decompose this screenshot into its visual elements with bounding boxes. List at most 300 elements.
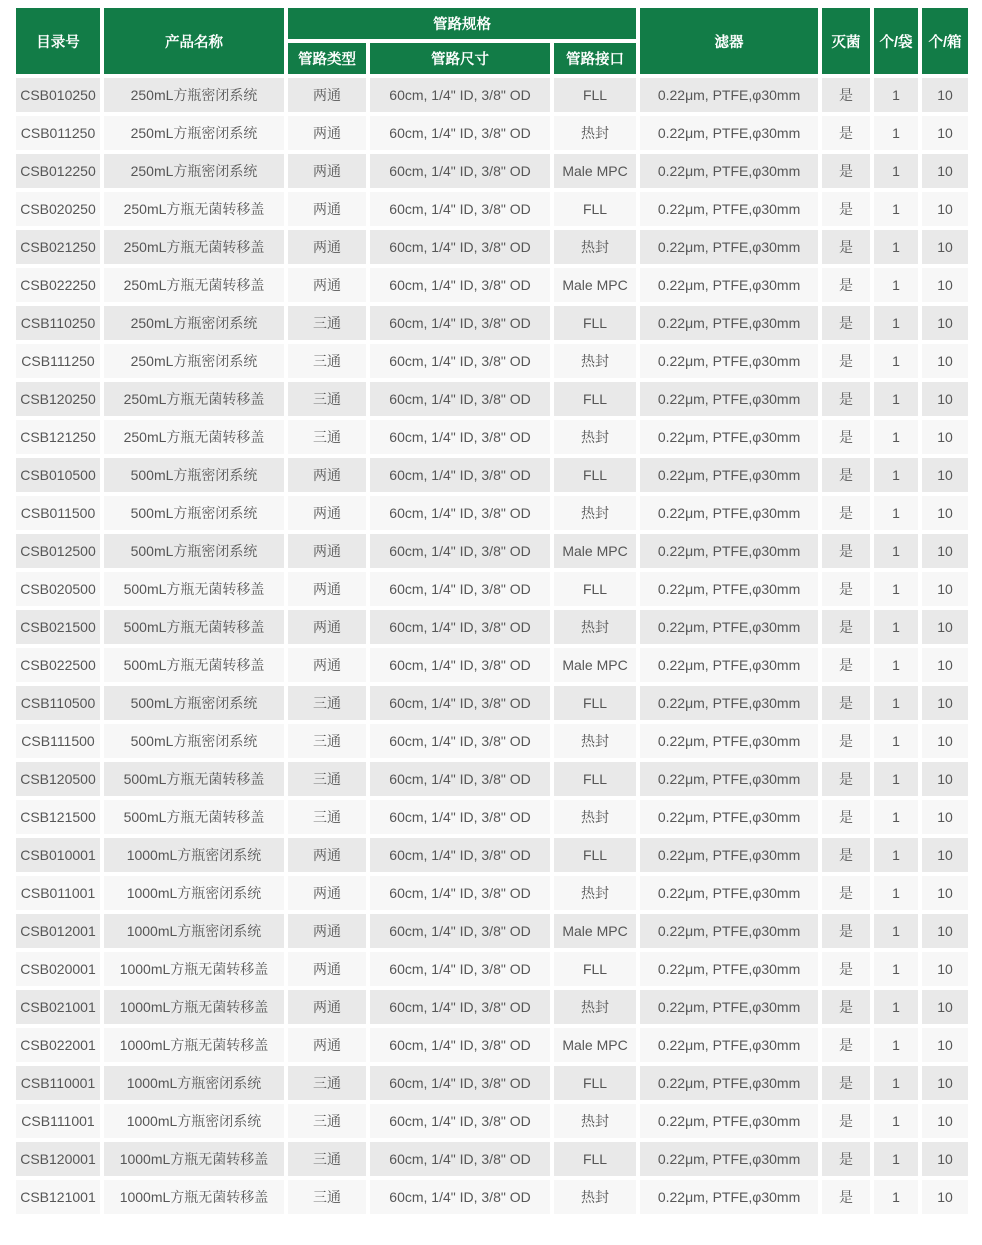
tubing-connector-cell: FLL <box>554 762 636 796</box>
sterilization-cell: 是 <box>822 496 870 530</box>
catalog-cell: CSB022001 <box>16 1028 100 1062</box>
sterilization-cell: 是 <box>822 1142 870 1176</box>
tubing-connector-cell: FLL <box>554 458 636 492</box>
tubing-connector-cell: 热封 <box>554 724 636 758</box>
catalog-cell: CSB021500 <box>16 610 100 644</box>
table-row <box>16 382 968 416</box>
sterilization-cell: 是 <box>822 154 870 188</box>
catalog-cell: CSB022250 <box>16 268 100 302</box>
tubing-connector-cell: 热封 <box>554 610 636 644</box>
product-name-cell: 500mL方瓶密闭系统 <box>104 534 284 568</box>
sterilization-cell: 是 <box>822 458 870 492</box>
per-case-cell: 10 <box>922 192 968 226</box>
tubing-size-cell: 60cm, 1/4" ID, 3/8" OD <box>370 1180 550 1214</box>
sterilization-cell: 是 <box>822 534 870 568</box>
per-case-cell: 10 <box>922 914 968 948</box>
catalog-cell: CSB120001 <box>16 1142 100 1176</box>
col-header-tubing-type: 管路类型 <box>288 43 366 74</box>
tubing-size-cell: 60cm, 1/4" ID, 3/8" OD <box>370 496 550 530</box>
filter-cell: 0.22μm, PTFE,φ30mm <box>640 952 818 986</box>
filter-cell: 0.22μm, PTFE,φ30mm <box>640 686 818 720</box>
per-bag-cell: 1 <box>874 382 918 416</box>
tubing-connector-cell: 热封 <box>554 116 636 150</box>
tubing-connector-cell: FLL <box>554 1066 636 1100</box>
per-bag-cell: 1 <box>874 1066 918 1100</box>
per-case-cell: 10 <box>922 572 968 606</box>
per-case-cell: 10 <box>922 686 968 720</box>
per-bag-cell: 1 <box>874 724 918 758</box>
sterilization-cell: 是 <box>822 420 870 454</box>
product-name-cell: 250mL方瓶无菌转移盖 <box>104 230 284 264</box>
tubing-type-cell: 三通 <box>288 306 366 340</box>
per-bag-cell: 1 <box>874 1104 918 1138</box>
tubing-type-cell: 三通 <box>288 762 366 796</box>
per-case-cell: 10 <box>922 78 968 112</box>
sterilization-cell: 是 <box>822 762 870 796</box>
tubing-connector-cell: 热封 <box>554 1104 636 1138</box>
table-row <box>16 914 968 948</box>
product-name-cell: 250mL方瓶无菌转移盖 <box>104 420 284 454</box>
filter-cell: 0.22μm, PTFE,φ30mm <box>640 116 818 150</box>
per-bag-cell: 1 <box>874 268 918 302</box>
catalog-cell: CSB011500 <box>16 496 100 530</box>
col-header-tubing-spec: 管路规格 <box>288 8 636 39</box>
per-bag-cell: 1 <box>874 420 918 454</box>
sterilization-cell: 是 <box>822 610 870 644</box>
sterilization-cell: 是 <box>822 116 870 150</box>
sterilization-cell: 是 <box>822 344 870 378</box>
sterilization-cell: 是 <box>822 306 870 340</box>
per-case-cell: 10 <box>922 1104 968 1138</box>
tubing-type-cell: 两通 <box>288 610 366 644</box>
product-name-cell: 1000mL方瓶密闭系统 <box>104 838 284 872</box>
per-bag-cell: 1 <box>874 952 918 986</box>
table-header <box>16 8 968 74</box>
col-header-tubing-connector: 管路接口 <box>554 43 636 74</box>
per-case-cell: 10 <box>922 876 968 910</box>
catalog-cell: CSB111001 <box>16 1104 100 1138</box>
per-bag-cell: 1 <box>874 192 918 226</box>
tubing-type-cell: 两通 <box>288 78 366 112</box>
product-name-cell: 500mL方瓶无菌转移盖 <box>104 800 284 834</box>
filter-cell: 0.22μm, PTFE,φ30mm <box>640 914 818 948</box>
tubing-size-cell: 60cm, 1/4" ID, 3/8" OD <box>370 306 550 340</box>
product-name-cell: 250mL方瓶无菌转移盖 <box>104 192 284 226</box>
per-case-cell: 10 <box>922 648 968 682</box>
per-case-cell: 10 <box>922 1142 968 1176</box>
tubing-type-cell: 三通 <box>288 686 366 720</box>
sterilization-cell: 是 <box>822 1180 870 1214</box>
catalog-cell: CSB020250 <box>16 192 100 226</box>
catalog-cell: CSB121250 <box>16 420 100 454</box>
per-bag-cell: 1 <box>874 1180 918 1214</box>
tubing-type-cell: 两通 <box>288 230 366 264</box>
tubing-type-cell: 两通 <box>288 952 366 986</box>
tubing-type-cell: 两通 <box>288 914 366 948</box>
tubing-type-cell: 三通 <box>288 382 366 416</box>
tubing-connector-cell: FLL <box>554 838 636 872</box>
tubing-size-cell: 60cm, 1/4" ID, 3/8" OD <box>370 1142 550 1176</box>
product-name-cell: 500mL方瓶密闭系统 <box>104 724 284 758</box>
tubing-connector-cell: FLL <box>554 382 636 416</box>
tubing-type-cell: 两通 <box>288 458 366 492</box>
product-name-cell: 1000mL方瓶密闭系统 <box>104 876 284 910</box>
tubing-type-cell: 两通 <box>288 572 366 606</box>
per-case-cell: 10 <box>922 724 968 758</box>
per-case-cell: 10 <box>922 230 968 264</box>
table-row <box>16 230 968 264</box>
filter-cell: 0.22μm, PTFE,φ30mm <box>640 762 818 796</box>
tubing-type-cell: 三通 <box>288 1104 366 1138</box>
table-row <box>16 800 968 834</box>
filter-cell: 0.22μm, PTFE,φ30mm <box>640 382 818 416</box>
tubing-size-cell: 60cm, 1/4" ID, 3/8" OD <box>370 420 550 454</box>
product-name-cell: 250mL方瓶无菌转移盖 <box>104 382 284 416</box>
tubing-type-cell: 三通 <box>288 1066 366 1100</box>
tubing-connector-cell: FLL <box>554 1142 636 1176</box>
sterilization-cell: 是 <box>822 1066 870 1100</box>
tubing-type-cell: 三通 <box>288 800 366 834</box>
catalog-cell: CSB121500 <box>16 800 100 834</box>
catalog-cell: CSB010500 <box>16 458 100 492</box>
tubing-size-cell: 60cm, 1/4" ID, 3/8" OD <box>370 648 550 682</box>
table-row <box>16 420 968 454</box>
header-row-top <box>16 8 968 39</box>
tubing-type-cell: 两通 <box>288 268 366 302</box>
filter-cell: 0.22μm, PTFE,φ30mm <box>640 496 818 530</box>
per-case-cell: 10 <box>922 1066 968 1100</box>
filter-cell: 0.22μm, PTFE,φ30mm <box>640 78 818 112</box>
catalog-cell: CSB010250 <box>16 78 100 112</box>
table-row <box>16 534 968 568</box>
tubing-size-cell: 60cm, 1/4" ID, 3/8" OD <box>370 382 550 416</box>
table-row <box>16 496 968 530</box>
tubing-connector-cell: 热封 <box>554 1180 636 1214</box>
per-case-cell: 10 <box>922 458 968 492</box>
sterilization-cell: 是 <box>822 952 870 986</box>
table-body <box>16 78 968 1214</box>
tubing-type-cell: 两通 <box>288 838 366 872</box>
per-bag-cell: 1 <box>874 914 918 948</box>
tubing-type-cell: 两通 <box>288 990 366 1024</box>
table-row <box>16 724 968 758</box>
catalog-cell: CSB020500 <box>16 572 100 606</box>
tubing-connector-cell: Male MPC <box>554 914 636 948</box>
filter-cell: 0.22μm, PTFE,φ30mm <box>640 306 818 340</box>
tubing-size-cell: 60cm, 1/4" ID, 3/8" OD <box>370 534 550 568</box>
per-bag-cell: 1 <box>874 1028 918 1062</box>
catalog-cell: CSB111500 <box>16 724 100 758</box>
sterilization-cell: 是 <box>822 876 870 910</box>
filter-cell: 0.22μm, PTFE,φ30mm <box>640 724 818 758</box>
tubing-connector-cell: FLL <box>554 306 636 340</box>
col-header-per-case: 个/箱 <box>922 8 968 74</box>
product-name-cell: 500mL方瓶密闭系统 <box>104 458 284 492</box>
table-row <box>16 572 968 606</box>
sterilization-cell: 是 <box>822 268 870 302</box>
sterilization-cell: 是 <box>822 914 870 948</box>
per-case-cell: 10 <box>922 534 968 568</box>
sterilization-cell: 是 <box>822 648 870 682</box>
tubing-connector-cell: Male MPC <box>554 154 636 188</box>
product-name-cell: 250mL方瓶密闭系统 <box>104 344 284 378</box>
table-row <box>16 610 968 644</box>
table-row <box>16 1104 968 1138</box>
per-bag-cell: 1 <box>874 610 918 644</box>
tubing-connector-cell: 热封 <box>554 990 636 1024</box>
filter-cell: 0.22μm, PTFE,φ30mm <box>640 876 818 910</box>
catalog-cell: CSB120500 <box>16 762 100 796</box>
sterilization-cell: 是 <box>822 1104 870 1138</box>
tubing-size-cell: 60cm, 1/4" ID, 3/8" OD <box>370 838 550 872</box>
per-bag-cell: 1 <box>874 762 918 796</box>
tubing-connector-cell: Male MPC <box>554 268 636 302</box>
tubing-type-cell: 两通 <box>288 496 366 530</box>
per-bag-cell: 1 <box>874 800 918 834</box>
per-bag-cell: 1 <box>874 686 918 720</box>
table-row <box>16 648 968 682</box>
tubing-size-cell: 60cm, 1/4" ID, 3/8" OD <box>370 876 550 910</box>
tubing-type-cell: 三通 <box>288 344 366 378</box>
per-bag-cell: 1 <box>874 572 918 606</box>
per-bag-cell: 1 <box>874 78 918 112</box>
catalog-cell: CSB110500 <box>16 686 100 720</box>
filter-cell: 0.22μm, PTFE,φ30mm <box>640 344 818 378</box>
product-name-cell: 1000mL方瓶无菌转移盖 <box>104 1028 284 1062</box>
table-row <box>16 686 968 720</box>
catalog-cell: CSB020001 <box>16 952 100 986</box>
product-name-cell: 1000mL方瓶密闭系统 <box>104 914 284 948</box>
table-row <box>16 268 968 302</box>
per-bag-cell: 1 <box>874 1142 918 1176</box>
tubing-type-cell: 两通 <box>288 648 366 682</box>
per-bag-cell: 1 <box>874 458 918 492</box>
tubing-connector-cell: 热封 <box>554 344 636 378</box>
tubing-connector-cell: 热封 <box>554 876 636 910</box>
catalog-cell: CSB121001 <box>16 1180 100 1214</box>
tubing-size-cell: 60cm, 1/4" ID, 3/8" OD <box>370 686 550 720</box>
per-bag-cell: 1 <box>874 154 918 188</box>
table-row <box>16 952 968 986</box>
table-row <box>16 990 968 1024</box>
filter-cell: 0.22μm, PTFE,φ30mm <box>640 1104 818 1138</box>
tubing-connector-cell: Male MPC <box>554 534 636 568</box>
col-header-per-bag: 个/袋 <box>874 8 918 74</box>
per-case-cell: 10 <box>922 1028 968 1062</box>
filter-cell: 0.22μm, PTFE,φ30mm <box>640 154 818 188</box>
table-row <box>16 306 968 340</box>
sterilization-cell: 是 <box>822 192 870 226</box>
per-bag-cell: 1 <box>874 306 918 340</box>
tubing-connector-cell: FLL <box>554 686 636 720</box>
tubing-size-cell: 60cm, 1/4" ID, 3/8" OD <box>370 192 550 226</box>
tubing-type-cell: 两通 <box>288 534 366 568</box>
product-name-cell: 250mL方瓶密闭系统 <box>104 116 284 150</box>
tubing-type-cell: 三通 <box>288 724 366 758</box>
per-case-cell: 10 <box>922 268 968 302</box>
per-case-cell: 10 <box>922 496 968 530</box>
filter-cell: 0.22μm, PTFE,φ30mm <box>640 268 818 302</box>
sterilization-cell: 是 <box>822 78 870 112</box>
per-case-cell: 10 <box>922 116 968 150</box>
product-name-cell: 1000mL方瓶无菌转移盖 <box>104 1142 284 1176</box>
tubing-type-cell: 三通 <box>288 1142 366 1176</box>
tubing-connector-cell: 热封 <box>554 800 636 834</box>
tubing-connector-cell: 热封 <box>554 230 636 264</box>
tubing-connector-cell: FLL <box>554 192 636 226</box>
sterilization-cell: 是 <box>822 1028 870 1062</box>
tubing-size-cell: 60cm, 1/4" ID, 3/8" OD <box>370 952 550 986</box>
col-header-filter: 滤器 <box>640 8 818 74</box>
per-bag-cell: 1 <box>874 534 918 568</box>
per-bag-cell: 1 <box>874 648 918 682</box>
sterilization-cell: 是 <box>822 838 870 872</box>
product-name-cell: 250mL方瓶无菌转移盖 <box>104 268 284 302</box>
table-row <box>16 876 968 910</box>
product-name-cell: 500mL方瓶无菌转移盖 <box>104 648 284 682</box>
product-name-cell: 250mL方瓶密闭系统 <box>104 78 284 112</box>
tubing-type-cell: 两通 <box>288 1028 366 1062</box>
catalog-cell: CSB022500 <box>16 648 100 682</box>
tubing-connector-cell: FLL <box>554 952 636 986</box>
sterilization-cell: 是 <box>822 382 870 416</box>
table-row <box>16 1180 968 1214</box>
per-case-cell: 10 <box>922 610 968 644</box>
filter-cell: 0.22μm, PTFE,φ30mm <box>640 648 818 682</box>
catalog-cell: CSB010001 <box>16 838 100 872</box>
tubing-size-cell: 60cm, 1/4" ID, 3/8" OD <box>370 990 550 1024</box>
per-case-cell: 10 <box>922 952 968 986</box>
catalog-cell: CSB110250 <box>16 306 100 340</box>
tubing-type-cell: 两通 <box>288 116 366 150</box>
product-name-cell: 250mL方瓶密闭系统 <box>104 306 284 340</box>
per-bag-cell: 1 <box>874 496 918 530</box>
col-header-product-name: 产品名称 <box>104 8 284 74</box>
tubing-connector-cell: FLL <box>554 78 636 112</box>
catalog-cell: CSB021250 <box>16 230 100 264</box>
tubing-size-cell: 60cm, 1/4" ID, 3/8" OD <box>370 800 550 834</box>
per-bag-cell: 1 <box>874 344 918 378</box>
tubing-size-cell: 60cm, 1/4" ID, 3/8" OD <box>370 610 550 644</box>
per-case-cell: 10 <box>922 990 968 1024</box>
tubing-size-cell: 60cm, 1/4" ID, 3/8" OD <box>370 762 550 796</box>
product-table <box>12 4 972 1218</box>
table-row <box>16 154 968 188</box>
product-name-cell: 1000mL方瓶密闭系统 <box>104 1104 284 1138</box>
tubing-size-cell: 60cm, 1/4" ID, 3/8" OD <box>370 116 550 150</box>
table-row <box>16 1028 968 1062</box>
catalog-cell: CSB012250 <box>16 154 100 188</box>
tubing-type-cell: 三通 <box>288 1180 366 1214</box>
tubing-size-cell: 60cm, 1/4" ID, 3/8" OD <box>370 344 550 378</box>
tubing-size-cell: 60cm, 1/4" ID, 3/8" OD <box>370 1028 550 1062</box>
filter-cell: 0.22μm, PTFE,φ30mm <box>640 1180 818 1214</box>
filter-cell: 0.22μm, PTFE,φ30mm <box>640 534 818 568</box>
col-header-sterilization: 灭菌 <box>822 8 870 74</box>
table-row <box>16 838 968 872</box>
product-name-cell: 500mL方瓶密闭系统 <box>104 686 284 720</box>
catalog-cell: CSB021001 <box>16 990 100 1024</box>
catalog-cell: CSB011250 <box>16 116 100 150</box>
tubing-size-cell: 60cm, 1/4" ID, 3/8" OD <box>370 78 550 112</box>
tubing-type-cell: 两通 <box>288 192 366 226</box>
table-row <box>16 344 968 378</box>
catalog-cell: CSB011001 <box>16 876 100 910</box>
tubing-connector-cell: 热封 <box>554 420 636 454</box>
table-row <box>16 762 968 796</box>
tubing-size-cell: 60cm, 1/4" ID, 3/8" OD <box>370 154 550 188</box>
col-header-catalog: 目录号 <box>16 8 100 74</box>
product-name-cell: 1000mL方瓶密闭系统 <box>104 1066 284 1100</box>
table-row <box>16 78 968 112</box>
tubing-size-cell: 60cm, 1/4" ID, 3/8" OD <box>370 572 550 606</box>
product-name-cell: 250mL方瓶密闭系统 <box>104 154 284 188</box>
filter-cell: 0.22μm, PTFE,φ30mm <box>640 1028 818 1062</box>
product-name-cell: 500mL方瓶密闭系统 <box>104 496 284 530</box>
tubing-size-cell: 60cm, 1/4" ID, 3/8" OD <box>370 914 550 948</box>
col-header-tubing-size: 管路尺寸 <box>370 43 550 74</box>
product-name-cell: 1000mL方瓶无菌转移盖 <box>104 990 284 1024</box>
per-case-cell: 10 <box>922 838 968 872</box>
tubing-size-cell: 60cm, 1/4" ID, 3/8" OD <box>370 230 550 264</box>
catalog-cell: CSB012001 <box>16 914 100 948</box>
tubing-size-cell: 60cm, 1/4" ID, 3/8" OD <box>370 1104 550 1138</box>
product-name-cell: 1000mL方瓶无菌转移盖 <box>104 1180 284 1214</box>
per-bag-cell: 1 <box>874 990 918 1024</box>
per-case-cell: 10 <box>922 1180 968 1214</box>
filter-cell: 0.22μm, PTFE,φ30mm <box>640 230 818 264</box>
per-case-cell: 10 <box>922 800 968 834</box>
product-name-cell: 500mL方瓶无菌转移盖 <box>104 572 284 606</box>
per-case-cell: 10 <box>922 382 968 416</box>
filter-cell: 0.22μm, PTFE,φ30mm <box>640 610 818 644</box>
tubing-size-cell: 60cm, 1/4" ID, 3/8" OD <box>370 268 550 302</box>
product-name-cell: 500mL方瓶无菌转移盖 <box>104 610 284 644</box>
catalog-cell: CSB111250 <box>16 344 100 378</box>
sterilization-cell: 是 <box>822 724 870 758</box>
per-bag-cell: 1 <box>874 116 918 150</box>
filter-cell: 0.22μm, PTFE,φ30mm <box>640 838 818 872</box>
tubing-size-cell: 60cm, 1/4" ID, 3/8" OD <box>370 724 550 758</box>
filter-cell: 0.22μm, PTFE,φ30mm <box>640 572 818 606</box>
tubing-connector-cell: Male MPC <box>554 648 636 682</box>
filter-cell: 0.22μm, PTFE,φ30mm <box>640 990 818 1024</box>
sterilization-cell: 是 <box>822 572 870 606</box>
tubing-connector-cell: 热封 <box>554 496 636 530</box>
filter-cell: 0.22μm, PTFE,φ30mm <box>640 1142 818 1176</box>
catalog-cell: CSB110001 <box>16 1066 100 1100</box>
table-row <box>16 116 968 150</box>
tubing-connector-cell: Male MPC <box>554 1028 636 1062</box>
filter-cell: 0.22μm, PTFE,φ30mm <box>640 192 818 226</box>
per-case-cell: 10 <box>922 306 968 340</box>
per-bag-cell: 1 <box>874 230 918 264</box>
tubing-type-cell: 两通 <box>288 876 366 910</box>
tubing-size-cell: 60cm, 1/4" ID, 3/8" OD <box>370 1066 550 1100</box>
filter-cell: 0.22μm, PTFE,φ30mm <box>640 800 818 834</box>
per-case-cell: 10 <box>922 420 968 454</box>
sterilization-cell: 是 <box>822 686 870 720</box>
tubing-connector-cell: FLL <box>554 572 636 606</box>
per-bag-cell: 1 <box>874 876 918 910</box>
sterilization-cell: 是 <box>822 230 870 264</box>
tubing-size-cell: 60cm, 1/4" ID, 3/8" OD <box>370 458 550 492</box>
per-bag-cell: 1 <box>874 838 918 872</box>
product-name-cell: 500mL方瓶无菌转移盖 <box>104 762 284 796</box>
sterilization-cell: 是 <box>822 800 870 834</box>
table-row <box>16 192 968 226</box>
filter-cell: 0.22μm, PTFE,φ30mm <box>640 458 818 492</box>
